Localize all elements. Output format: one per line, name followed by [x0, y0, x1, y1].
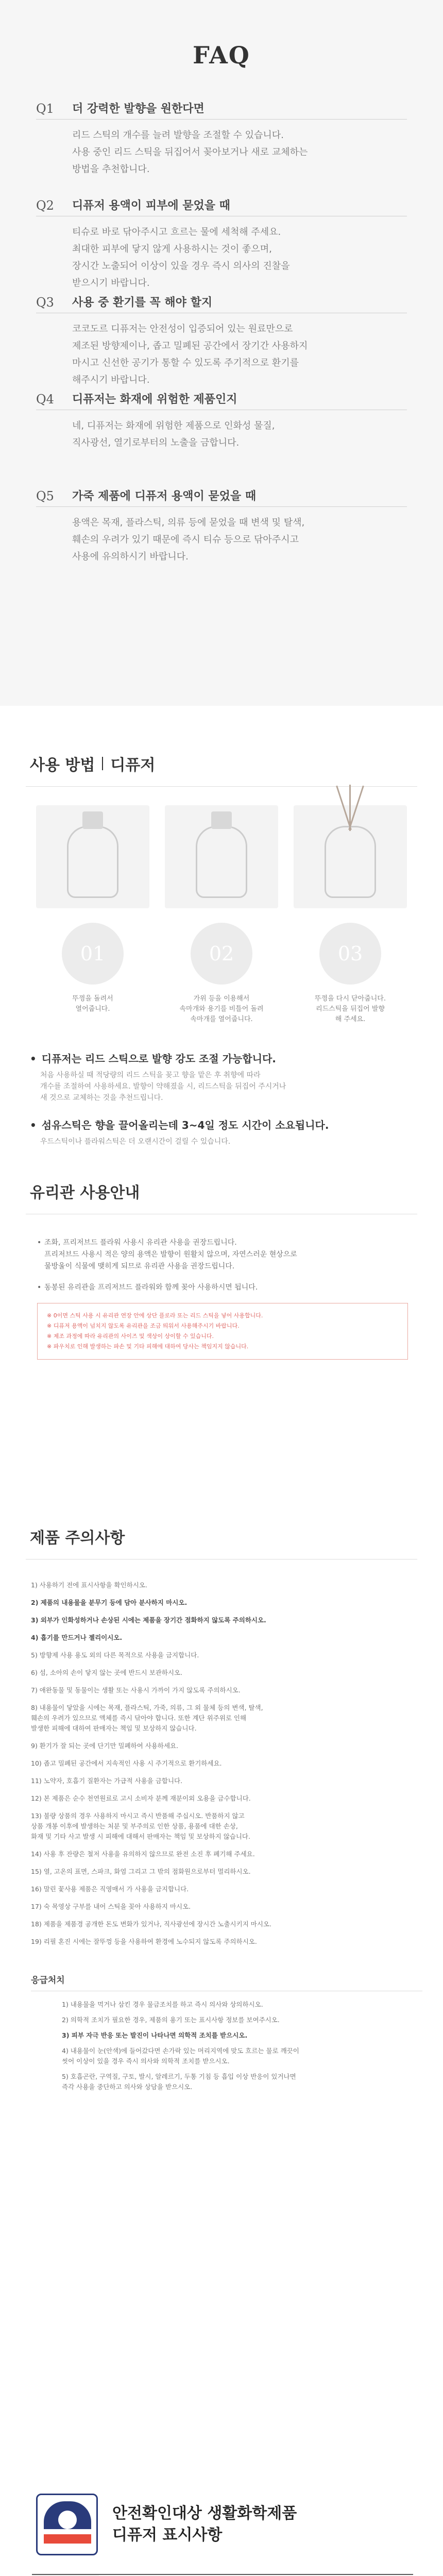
faq-item	[36, 197, 407, 294]
tip-heading: • 디퓨저는 리드 스틱으로 발향 강도 조절 가능합니다.	[30, 1050, 416, 1065]
emergency-title: 응급처치	[31, 1973, 422, 1991]
faq-number: Q2	[36, 198, 54, 213]
emergency-item: 4) 내용물이 눈(안색)에 들어갔다면 손가락 있는 머리지역에 맞도 흐르는 물로 깨끗이 씻어 이상이 있을 경우 즉시 의사와 의학적 조치를 받으시오.	[62, 2047, 299, 2065]
tip-body: 처음 사용하실 때 적당량의 리드 스틱을 꽂고 향을 맡은 후 취향에 따라 개수를 조절하여 사용하세요. 발향이 약해졌을 시, 리드스틱을 뒤집어 주시거나 새 것으로 교체하는 것을 추천드립니다.	[40, 1071, 286, 1102]
faq-number: Q5	[36, 489, 54, 503]
tip-heading: • 섬유스틱은 향을 끌어올리는데 3~4일 정도 시간이 소요됩니다.	[30, 1117, 416, 1132]
faq-question-row	[36, 391, 407, 410]
faq-list	[0, 100, 443, 584]
faq-number: Q1	[36, 101, 54, 116]
faq-question: 디퓨저 용액이 피부에 묻었을 때	[72, 199, 230, 212]
glass-notes	[37, 1237, 408, 1294]
glass-title-text: 유리관 사용안내	[30, 1184, 140, 1202]
caution-title	[30, 1525, 443, 1548]
caution-item: 16) 말린 꽃사용 제품은 직영매서 가 사용을 금지합니다.	[31, 1885, 189, 1893]
faq-item	[36, 294, 407, 391]
step-description: 뚜껑을 다시 닫아줍니다. 리드스틱을 뒤집어 발향 해 주세요.	[315, 995, 386, 1023]
step-number: 01	[62, 923, 124, 985]
section-divider	[26, 786, 417, 787]
step-number: 03	[319, 923, 381, 985]
warning-box	[37, 1303, 408, 1360]
warning-line: ※ 디퓨저 용액이 넘치지 않도록 유리관을 조금 띄워서 사용해주시기 바랍니다.	[47, 1323, 240, 1329]
section-divider	[26, 1559, 417, 1560]
faq-number: Q3	[36, 295, 54, 310]
step-description: 뚜껑을 돌려서 열어줍니다.	[72, 995, 113, 1013]
usage-tip	[30, 1050, 416, 1104]
emergency-block	[31, 1973, 422, 2092]
caution-item: 5) 방향제 사용 용도 외의 다른 목적으로 사용을 금지합니다.	[31, 1651, 199, 1659]
glass-tube-section	[0, 1159, 443, 1504]
caution-item: 15) 열, 고온의 표면, 스파크, 화염 그리고 그 밖의 점화원으로부터 멀리하시오.	[31, 1868, 251, 1875]
faq-question: 사용 중 환기를 꼭 해야 할지	[72, 296, 213, 309]
faq-answer: 네, 디퓨저는 화재에 위험한 제품으로 인화성 물질, 직사광선, 열기로부터의 노출을 금합니다.	[72, 420, 275, 448]
caution-item: 2) 제품의 내용물을 분무기 등에 담아 분사하지 마시오.	[31, 1599, 188, 1606]
faq-answer: 코코도르 디퓨저는 안전성이 입증되어 있는 원료만으로 제조된 방향제이나, 좁고 밀폐된 공간에서 장기간 사용하지 마시고 신선한 공기가 통할 수 있도록 주기적으로 환기를 해주시기 바랍니다.	[72, 324, 308, 385]
faq-question: 가죽 제품에 디퓨저 용액이 묻었을 때	[72, 490, 257, 503]
faq-question-row	[36, 487, 407, 507]
faq-question: 디퓨저는 화재에 위험한 제품인지	[72, 393, 237, 406]
caution-item: 11) 노약자, 호흡기 질환자는 가급적 사용을 금합니다.	[31, 1777, 183, 1785]
usage-tips	[30, 1050, 416, 1147]
emergency-item: 1) 내용물을 먹거나 삼킨 경우 물금조치를 하고 즉시 의사와 상의하시오.	[62, 2001, 263, 2008]
caution-item: 19) 리필 혼진 시에는 잘뚜껑 등을 사용하여 환경에 노수되지 않도록 주의하시오.	[31, 1938, 257, 1945]
usage-tip	[30, 1117, 416, 1147]
usage-step	[28, 805, 157, 1025]
faq-question-row	[36, 294, 407, 313]
diffuser-bottle-illustration	[36, 805, 149, 908]
emergency-item: 3) 피부 자극 반응 또는 발진이 나타나면 의학적 조치를 받으시오.	[62, 2031, 248, 2039]
caution-item: 13) 불량 상품의 경우 사용하지 마시고 즉시 반품해 주십시오. 반품하지 않고 상품 개봉 이후에 발생하는 처분 및 부주의로 인한 상품, 용품에 대한 손상, 화재 및 기타 사고 발생 시 피해에 대해서 판매자는 책임 및 보상하지 않습니다.	[31, 1812, 250, 1840]
glass-title	[30, 1180, 443, 1202]
faq-question: 더 강력한 발향을 원한다면	[72, 103, 205, 115]
faq-item	[36, 391, 407, 487]
usage-title-sub: 디퓨저	[110, 756, 156, 774]
usage-title	[30, 752, 443, 775]
title-divider	[102, 757, 103, 770]
caution-item: 14) 사용 후 잔량은 철저 사용을 유의하지 않으므로 완전 소진 후 폐기해 주세요.	[31, 1850, 255, 1858]
warning-line: ※ 제조 과정에 따라 유리관의 사이즈 및 색상이 상이할 수 있습니다.	[47, 1333, 214, 1340]
caution-item: 9) 환기가 잘 되는 곳에 단기만 밀폐하여 사용하세요.	[31, 1742, 179, 1750]
faq-item	[36, 100, 407, 197]
caution-item: 17) 숙 목영상 구부를 내어 스틱을 꽂아 사용하지 마시오.	[31, 1903, 191, 1910]
warning-line: ※ 0이면 스틱 사용 시 유리관 연장 안에 상단 플로라 또는 리드 스틱을 넣어 사용합니다.	[47, 1312, 263, 1319]
caution-section	[0, 1504, 443, 2091]
caution-list	[31, 1580, 422, 1947]
emergency-list	[62, 1999, 443, 2092]
faq-answer: 리드 스틱의 개수를 늘려 발향을 조절할 수 있습니다. 사용 중인 리드 스틱을 뒤집어서 꽂아보거나 새로 교체하는 방법을 추천합니다.	[72, 130, 308, 175]
chem-title-line1: 안전확인대상 생활화학제품	[112, 2504, 297, 2522]
diffuser-bottle-illustration	[294, 805, 407, 908]
faq-question-row	[36, 100, 407, 120]
faq-answer: 용액은 목재, 플라스틱, 의류 등에 묻었을 때 변색 및 탈색, 훼손의 우려가 있기 때문에 즉시 티슈 등으로 닦아주시고 사용에 유의하시기 바랍니다.	[72, 517, 305, 562]
safety-cert-logo	[36, 2494, 98, 2555]
caution-item: 7) 애완동물 및 동물이는 생활 또는 사용시 가까이 가지 않도록 주의하시오.	[31, 1686, 241, 1694]
faq-number: Q4	[36, 392, 54, 406]
chemical-label-section	[0, 2494, 443, 2576]
faq-answer: 티슈로 바로 닦아주시고 흐르는 물에 세척해 주세요. 최대한 피부에 닿지 않게 사용하시는 것이 좋으며, 장시간 노출되어 이상이 있을 경우 즉시 의사의 진찰을 받으시기 바랍니다.	[72, 227, 290, 289]
caution-item: 3) 외부가 인화성하거나 손상된 시에는 제품을 장기간 점화하지 않도록 주의하시오.	[31, 1616, 266, 1624]
faq-item	[36, 487, 407, 584]
chem-title-line2: 디퓨저 표시사항	[112, 2526, 223, 2544]
caution-title-text: 제품 주의사항	[30, 1529, 125, 1547]
step-number: 02	[191, 923, 252, 985]
chem-info-table	[32, 2574, 413, 2576]
faq-question-row	[36, 197, 407, 216]
usage-steps	[28, 805, 443, 1025]
usage-step	[157, 805, 286, 1025]
warning-line: ※ 파우치로 인해 발생하는 파손 및 기타 피해에 대하여 당사는 책임지지 않습니다.	[47, 1343, 249, 1350]
caution-item: 18) 제품을 제품경 공개한 돈도 변화가 있거나, 직사광선에 장시간 노출시키지 마시오.	[31, 1920, 271, 1928]
caution-item: 1) 사용하기 전에 표시사항을 확인하시오.	[31, 1581, 147, 1589]
usage-section	[0, 706, 443, 1159]
glass-note: • 동봉된 유리관을 프리저브드 플라워와 함께 꽂아 사용하시면 됩니다.	[37, 1282, 408, 1294]
caution-item: 4) 흡기를 만드거나 젤리이시오.	[31, 1634, 123, 1641]
usage-title-main: 사용 방법	[30, 756, 95, 774]
faq-section	[0, 0, 443, 706]
caution-item: 6) 섬, 소아의 손이 닿지 않는 곳에 반드시 보관하시오.	[31, 1669, 183, 1676]
glass-note: • 조화, 프리저브드 플라워 사용시 유리관 사용을 권장드립니다. 프리저브드 사용시 적은 양의 용액은 발향이 원활치 않으며, 자연스러운 현상으로 물방울이 식물에 맺히게 되므로 유리관 사용을 권장드립니다.	[37, 1237, 408, 1273]
caution-item: 12) 본 제품은 순수 천연원료로 고시 소비자 분께 재분이외 오용을 금수합니다.	[31, 1794, 251, 1802]
emergency-item: 2) 의학적 조치가 필요한 경우, 제품의 용기 또는 표시사항 정보를 보여주시오.	[62, 2016, 280, 2024]
caution-item: 10) 좁고 밀폐된 공간에서 지속적인 사용 시 주기적으로 환기하세요.	[31, 1759, 222, 1767]
step-description: 가위 등을 이용해서 속마개와 용기를 비틀어 돌려 속마개를 열어줍니다.	[179, 995, 264, 1023]
tip-body: 우드스틱이나 플라워스틱은 더 오랜시간이 걸릴 수 있습니다.	[40, 1138, 231, 1146]
chem-header	[36, 2494, 443, 2555]
diffuser-bottle-illustration	[165, 805, 278, 908]
usage-step	[286, 805, 415, 1025]
faq-title: FAQ	[193, 41, 250, 69]
caution-item: 8) 내용물이 닿았을 시에는 목재, 플라스틱, 가죽, 의류, 그 외 물체 등의 변색, 탈색, 훼손의 우려가 있으므로 액체를 즉시 닦아야 합니다. 또한 계단 위주위로 인해 발생한 피해에 대하여 판매자는 책임 및 보상하지 않습니다.	[31, 1704, 263, 1732]
emergency-item: 5) 호흡곤란, 구역질, 구토, 발시, 알레르기, 두통 기침 등 흡입 이상 반응이 있거나면 즉각 사용을 중단하고 의사와 상담을 받으시오.	[62, 2073, 296, 2091]
chem-title	[112, 2503, 297, 2546]
